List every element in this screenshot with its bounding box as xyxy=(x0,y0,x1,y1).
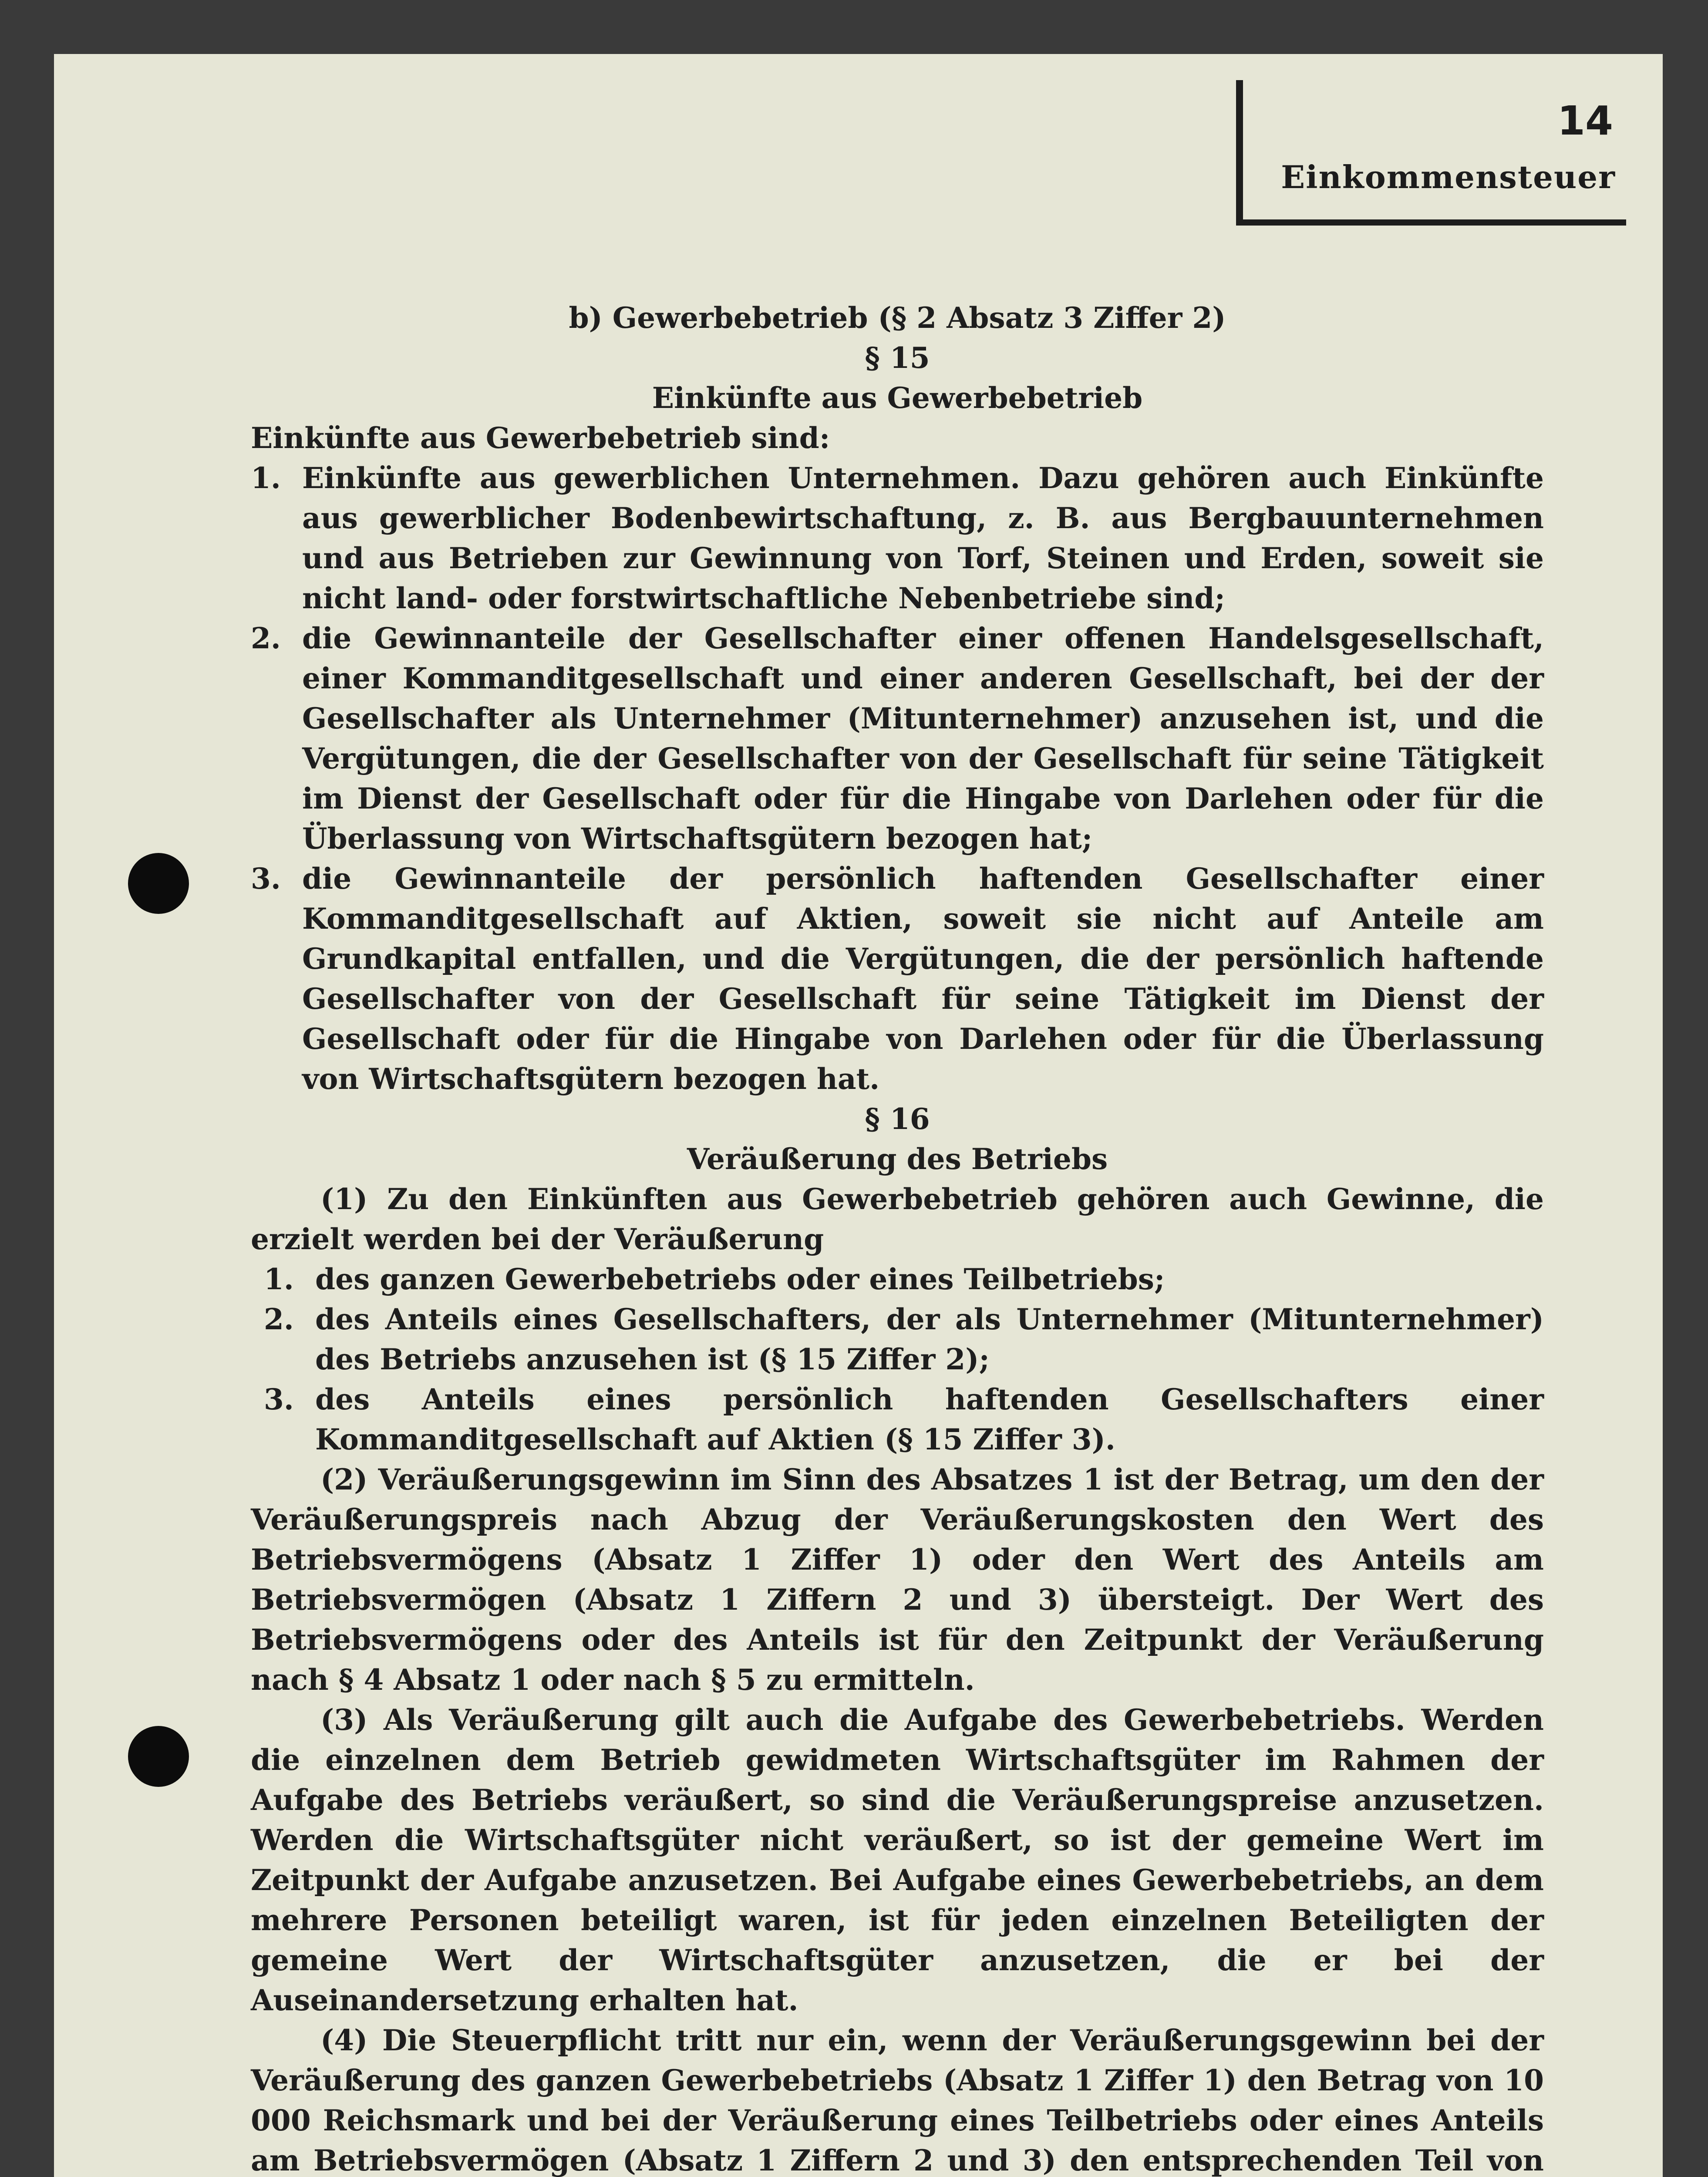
list-item-number: 1. xyxy=(264,1262,294,1296)
list-item-text: des Anteils eines persönlich haftenden Gesellschafters einer Kommanditgesellschaft auf Aktien (§ 15 Ziffer 3). xyxy=(315,1382,1544,1456)
paragraph-16-abs2: (2) Veräußerungsgewinn im Sinn des Absatzes 1 ist der Betrag, um den der Veräußerungspreis nach Abzug der Veräußerungskosten den Wert des Betriebsvermögens (Absatz 1 Ziffer 1) oder den Wert des Anteils am Betriebsvermögen (Absatz 1 Ziffern 2 und 3) übersteigt. Der Wert des Betriebsvermögens oder des Anteils ist für den Zeitpunkt der Veräußerung nach § 4 Absatz 1 oder nach § 5 zu ermitteln. xyxy=(251,1463,1544,1697)
paragraph-16-abs3: (3) Als Veräußerung gilt auch die Aufgabe des Gewerbebetriebs. Werden die einzelnen dem Betrieb gewidmeten Wirtschaftsgüter im Rahmen der Aufgabe des Betriebs veräußert, so sind die Veräußerungspreise anzusetzen. Werden die Wirtschaftsgüter nicht veräußert, so ist der gemeine Wert im Zeitpunkt der Aufgabe anzusetzen. Bei Aufgabe eines Gewerbebetriebs, an dem mehrere Personen beteiligt waren, ist für jeden einzelnen Beteiligten der gemeine Wert der Wirtschaftsgüter anzusetzen, die er bei der Auseinandersetzung erhalten hat. xyxy=(251,1703,1544,2017)
punch-hole-bottom xyxy=(128,1726,189,1787)
body-text xyxy=(251,298,1544,2177)
punch-hole-top xyxy=(128,853,189,914)
list-item-text: des Anteils eines Gesellschafters, der als Unternehmer (Mitunternehmer) des Betriebs anzusehen ist (§ 15 Ziffer 2); xyxy=(315,1302,1544,1376)
paragraph-16-abs1: (1) Zu den Einkünften aus Gewerbebetrieb gehören auch Gewinne, die erzielt werden bei der Veräußerung xyxy=(251,1182,1544,1256)
paragraph-15-number: § 15 xyxy=(865,341,930,375)
list-item-text: die Gewinnanteile der Gesellschafter einer offenen Handelsgesellschaft, einer Kommanditgesellschaft und einer anderen Gesellschaft, bei der der Gesellschafter als Unternehmer (Mitunternehmer) anzusehen ist, und die Vergütungen, die der Gesellschafter von der Gesellschaft für seine Tätigkeit im Dienst der Gesellschaft oder für die Hingabe von Darlehen oder für die Überlassung von Wirtschaftsgütern bezogen hat; xyxy=(302,621,1544,856)
paragraph-15-heading: Einkünfte aus Gewerbebetrieb xyxy=(652,381,1143,415)
list-item-number: 3. xyxy=(251,862,281,896)
paragraph-16-number: § 16 xyxy=(865,1102,930,1136)
list-item xyxy=(251,1299,1544,1379)
paragraph-15-intro: Einkünfte aus Gewerbebetrieb sind: xyxy=(251,421,830,455)
list-item xyxy=(251,1259,1544,1299)
subsection-title: b) Gewerbebetrieb (§ 2 Absatz 3 Ziffer 2) xyxy=(569,301,1226,335)
list-item-text: des ganzen Gewerbebetriebs oder eines Teilbetriebs; xyxy=(315,1262,1165,1296)
list-item-number: 2. xyxy=(264,1302,294,1336)
document-page xyxy=(54,54,1663,2177)
list-item xyxy=(251,618,1544,859)
section-title: Einkommensteuer xyxy=(1281,158,1616,195)
list-item xyxy=(251,458,1544,618)
list-item-text: Einkünfte aus gewerblichen Unternehmen. Dazu gehören auch Einkünfte aus gewerblicher Bodenbewirtschaftung, z. B. aus Bergbauunternehmen und aus Betrieben zur Gewinnung von Torf, Steinen und Erden, soweit sie nicht land- oder forstwirtschaftliche Nebenbetriebe sind; xyxy=(302,461,1544,615)
list-item-text: die Gewinnanteile der persönlich haftenden Gesellschafter einer Kommanditgesellschaft auf Aktien, soweit sie nicht auf Anteile am Grundkapital entfallen, und die Vergütungen, die der persönlich haftende Gesellschafter von der Gesellschaft für seine Tätigkeit im Dienst der Gesellschaft oder für die Hingabe von Darlehen oder für die Überlassung von Wirtschaftsgütern bezogen hat. xyxy=(302,862,1544,1096)
list-item-number: 1. xyxy=(251,461,281,495)
list-item xyxy=(251,859,1544,1099)
paragraph-16-heading: Veräußerung des Betriebs xyxy=(687,1142,1108,1176)
list-item-number: 3. xyxy=(264,1382,294,1416)
list-item xyxy=(251,1379,1544,1459)
list-item-number: 2. xyxy=(251,621,281,655)
section-number: 14 xyxy=(1557,98,1613,144)
header-tab xyxy=(1236,80,1626,226)
paragraph-16-abs4: (4) Die Steuerpflicht tritt nur ein, wenn der Veräußerungsgewinn bei der Veräußerung des ganzen Gewerbebetriebs (Absatz 1 Ziffer 1) den Betrag von 10 000 Reichsmark und bei der Veräußerung eines Teilbetriebs oder eines Anteils am Betriebsvermögen (Absatz 1 Ziffern 2 und 3) den entsprechenden Teil von xyxy=(251,2023,1544,2177)
